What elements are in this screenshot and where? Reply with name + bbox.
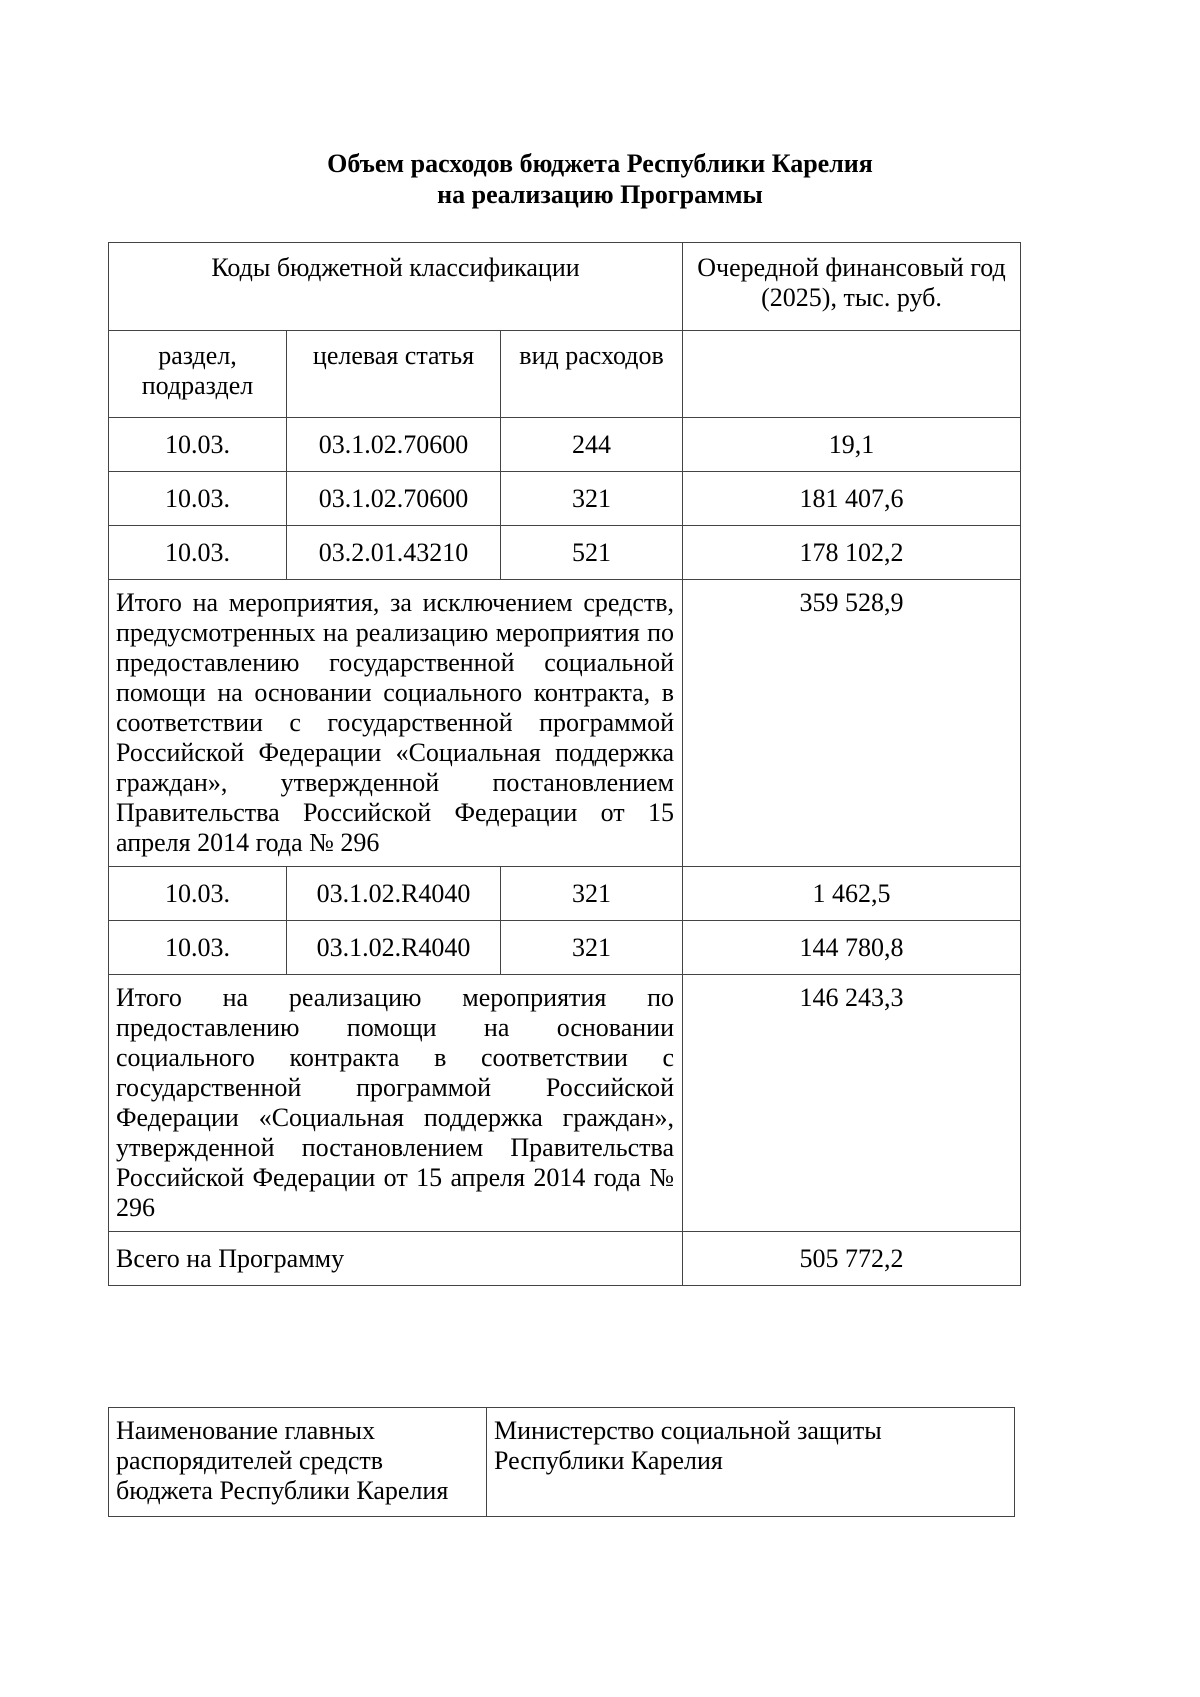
cell-section: 10.03. (109, 867, 287, 921)
table-row (109, 526, 1021, 580)
cell-type: 244 (501, 418, 683, 472)
administrator-label: Наименование главных распорядителей средств бюджета Республики Карелия (109, 1408, 487, 1517)
subheader-type: вид расходов (501, 331, 683, 418)
cell-amount: 1 462,5 (683, 867, 1021, 921)
total-value: 505 772,2 (683, 1232, 1021, 1286)
cell-type: 321 (501, 867, 683, 921)
administrator-row (109, 1408, 1015, 1517)
cell-type: 321 (501, 472, 683, 526)
subheader-empty (683, 331, 1021, 418)
table-row (109, 867, 1021, 921)
subheader-section: раздел, подраздел (109, 331, 287, 418)
subheader-article: целевая статья (287, 331, 501, 418)
table-row (109, 472, 1021, 526)
subtotal-2-value: 146 243,3 (683, 975, 1021, 1232)
cell-amount: 181 407,6 (683, 472, 1021, 526)
title-line-2: на реализацию Программы (437, 180, 763, 209)
cell-article: 03.1.02.R4040 (287, 921, 501, 975)
subtotal-row-1 (109, 580, 1021, 867)
cell-section: 10.03. (109, 526, 287, 580)
page-title (0, 148, 1200, 210)
header-codes: Коды бюджетной классификации (109, 243, 683, 331)
cell-section: 10.03. (109, 472, 287, 526)
cell-type: 321 (501, 921, 683, 975)
cell-amount: 178 102,2 (683, 526, 1021, 580)
table-row (109, 418, 1021, 472)
title-line-1: Объем расходов бюджета Республики Карелия (327, 149, 873, 178)
cell-article: 03.2.01.43210 (287, 526, 501, 580)
subtotal-1-label: Итого на мероприятия, за исключением средств, предусмотренных на реализацию мероприятия по предоставлению государственной социальной помощи на основании социального контракта, в соответствии с государственной программой Российской Федерации «Социальная поддержка граждан», утвержденной постановлением Правительства Российской Федерации от 15 апреля 2014 года № 296 (109, 580, 683, 867)
total-label: Всего на Программу (109, 1232, 683, 1286)
administrator-value: Министерство социальной защиты Республики Карелия (487, 1408, 1015, 1517)
cell-section: 10.03. (109, 921, 287, 975)
subtotal-1-value: 359 528,9 (683, 580, 1021, 867)
cell-article: 03.1.02.R4040 (287, 867, 501, 921)
cell-article: 03.1.02.70600 (287, 472, 501, 526)
subtotal-row-2 (109, 975, 1021, 1232)
cell-amount: 19,1 (683, 418, 1021, 472)
budget-table (108, 242, 1021, 1286)
table-row (109, 921, 1021, 975)
subtotal-2-label: Итого на реализацию мероприятия по предоставлению помощи на основании социального контракта в соответствии с государственной программой Российской Федерации «Социальная поддержка граждан», утвержденной постановлением Правительства Российской Федерации от 15 апреля 2014 года № 296 (109, 975, 683, 1232)
cell-section: 10.03. (109, 418, 287, 472)
cell-type: 521 (501, 526, 683, 580)
table-header-row (109, 243, 1021, 331)
total-row (109, 1232, 1021, 1286)
header-year: Очередной финансовый год (2025), тыс. руб. (683, 243, 1021, 331)
cell-amount: 144 780,8 (683, 921, 1021, 975)
table-subheader-row (109, 331, 1021, 418)
administrator-table (108, 1407, 1015, 1517)
cell-article: 03.1.02.70600 (287, 418, 501, 472)
